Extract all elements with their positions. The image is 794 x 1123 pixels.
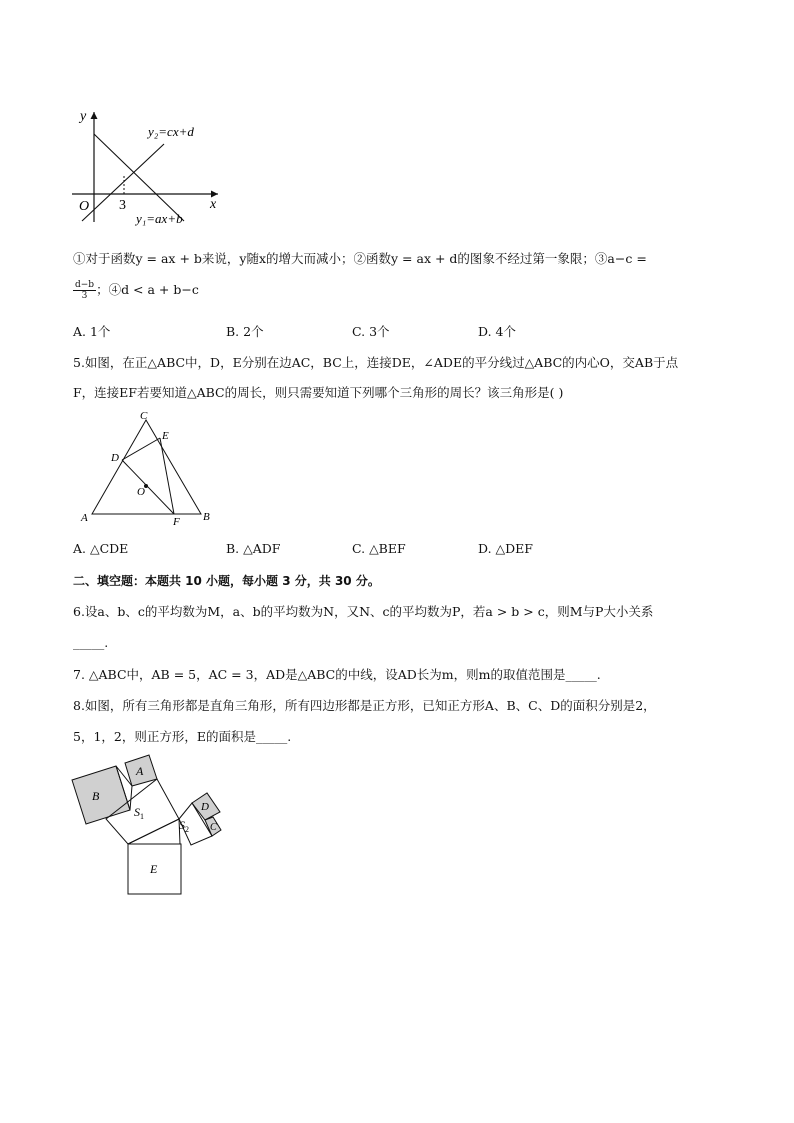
x-axis-label: x (210, 197, 217, 212)
label-d: D (201, 801, 209, 813)
q4-statements-line2 (73, 280, 199, 301)
label-b: B (203, 511, 210, 523)
label-s2: $S_2$ (179, 818, 189, 834)
q5-option-d[interactable]: D. △DEF (478, 541, 533, 556)
line-y1 (94, 134, 184, 221)
q4-statements-line1: ①对于函数y = ax + b来说，y随x的增大而减小；②函数y = ax + d的图象不经过第一象限；③a−c = (73, 251, 647, 266)
q5-question-line1: 5.如图，在正△ABC中，D，E分别在边AC，BC上，连接DE，∠ADE的平分线过△ABC的内心O，交AB于点 (73, 355, 679, 370)
square-b (72, 766, 130, 824)
y-axis-label: y (80, 109, 87, 124)
fraction-numerator: d−b (75, 280, 95, 290)
label-c: C (140, 410, 148, 422)
fraction-denominator: 3 (81, 291, 88, 301)
label-c: C (210, 822, 217, 833)
q5-option-c[interactable]: C. △BEF (352, 541, 406, 556)
label-s1: $S_1$ (134, 805, 144, 821)
label-e: E (162, 430, 169, 442)
section2-heading: 二、填空题：本题共 10 小题，每小题 3 分，共 30 分。 (73, 574, 380, 588)
q5-question-line2: F，连接EF若要知道△ABC的周长，则只需要知道下列哪个三角形的周长？该三角形是( ) (73, 385, 564, 400)
line1-label: y₁=ax+b (136, 211, 183, 226)
q4-option-c[interactable]: C. 3个 (352, 324, 390, 339)
tick-label-3: 3 (119, 198, 126, 213)
linear-functions-figure (68, 104, 228, 229)
q4-option-b[interactable]: B. 2个 (226, 324, 264, 339)
segment-ef (160, 438, 174, 514)
label-a: A (136, 764, 144, 778)
label-f: F (173, 516, 180, 528)
segment-de (122, 438, 160, 460)
origin-label: O (79, 199, 90, 214)
segment-df (122, 460, 174, 514)
label-b: B (92, 789, 100, 803)
q4-option-a[interactable]: A. 1个 (73, 324, 111, 339)
q6-question-line1: 6.设a、b、c的平均数为M，a、b的平均数为N，又N、c的平均数为P，若a > b > c，则M与P大小关系 (73, 604, 654, 619)
q4-fraction (73, 280, 96, 301)
q4-option-d[interactable]: D. 4个 (478, 324, 516, 339)
q7-question: 7. △ABC中，AB = 5，AC = 3，AD是△ABC的中线，设AD长为m，则m的取值范围是_____. (73, 667, 601, 682)
line2-label: y₂=cx+d (148, 124, 194, 139)
q5-option-b[interactable]: B. △ADF (226, 541, 281, 556)
label-a: A (81, 512, 88, 524)
q6-answer-blank[interactable]: _____. (73, 635, 109, 650)
q8-question-line2: 5，1，2，则正方形，E的面积是_____. (73, 729, 292, 744)
label-d: D (111, 452, 119, 464)
triangle-abc (92, 420, 201, 514)
q8-question-line1: 8.如图，所有三角形都是直角三角形，所有四边形都是正方形，已知正方形A、B、C、D的面积分别是2， (73, 698, 656, 713)
triangle-main (128, 819, 180, 844)
q5-option-a[interactable]: A. △CDE (73, 541, 129, 556)
triangle-figure (78, 408, 218, 528)
q4-statement-4: ；④d < a + b−c (96, 282, 199, 297)
pythagoras-squares-figure (66, 752, 231, 898)
label-e: E (150, 862, 158, 876)
label-o: O (137, 486, 145, 498)
